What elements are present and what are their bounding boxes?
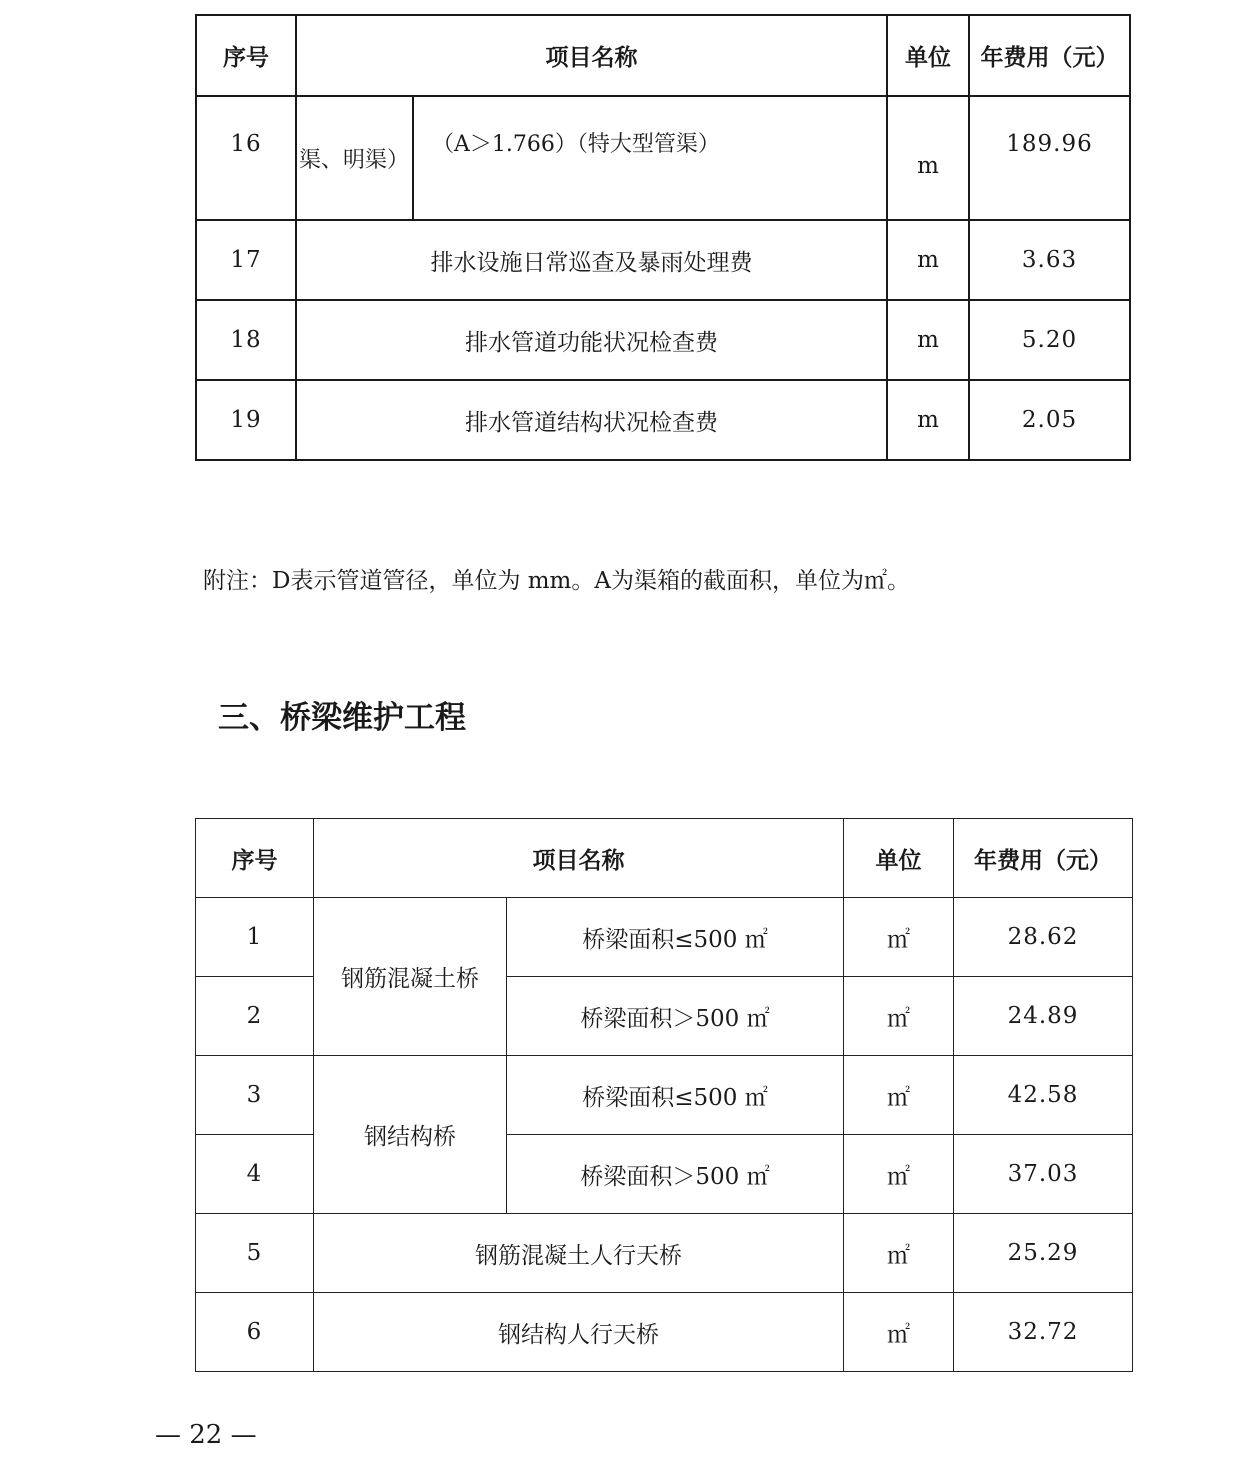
row-name: 排水设施日常巡查及暴雨处理费 xyxy=(296,220,887,300)
row-group: 钢结构桥 xyxy=(314,1056,507,1214)
drainage-fee-table xyxy=(195,14,1131,461)
row-name: 排水管道结构状况检查费 xyxy=(296,380,887,460)
row-unit: ㎡ xyxy=(844,1056,954,1135)
row-unit: ㎡ xyxy=(844,1135,954,1214)
section-title: 三、桥梁维护工程 xyxy=(218,700,466,736)
row-name: 钢筋混凝土人行天桥 xyxy=(314,1214,844,1293)
table-row xyxy=(196,380,1130,460)
table-row xyxy=(196,220,1130,300)
header-unit: 单位 xyxy=(844,819,954,898)
row-fee: 37.03 xyxy=(954,1135,1133,1214)
row-fee: 32.72 xyxy=(954,1293,1133,1372)
row-fee: 5.20 xyxy=(969,300,1130,380)
bridge-fee-table xyxy=(195,818,1133,1372)
row-no: 5 xyxy=(196,1214,314,1293)
table-row xyxy=(196,96,1130,220)
row-no: 6 xyxy=(196,1293,314,1372)
table-header-row xyxy=(196,819,1133,898)
table-row xyxy=(196,300,1130,380)
table-header-row xyxy=(196,15,1130,96)
header-unit: 单位 xyxy=(887,15,969,96)
row-unit: ㎡ xyxy=(844,1214,954,1293)
page-number: — 22 — xyxy=(155,1420,257,1450)
row-unit: ㎡ xyxy=(844,977,954,1056)
table-row xyxy=(196,1056,1133,1135)
row-fee: 25.29 xyxy=(954,1214,1133,1293)
row-fee: 2.05 xyxy=(969,380,1130,460)
table-row xyxy=(196,1293,1133,1372)
row-no: 18 xyxy=(196,300,296,380)
row-name: 桥梁面积＞500 ㎡ xyxy=(507,1135,844,1214)
row-fee: 3.63 xyxy=(969,220,1130,300)
row-name: 桥梁面积≤500 ㎡ xyxy=(507,898,844,977)
header-no: 序号 xyxy=(196,819,314,898)
row-unit: ㎡ xyxy=(844,1293,954,1372)
row-unit: m xyxy=(887,96,969,220)
row-unit: ㎡ xyxy=(844,898,954,977)
row-no: 1 xyxy=(196,898,314,977)
table-row xyxy=(196,1214,1133,1293)
row-no: 2 xyxy=(196,977,314,1056)
header-fee: 年费用（元） xyxy=(969,15,1130,96)
row-no: 3 xyxy=(196,1056,314,1135)
header-fee: 年费用（元） xyxy=(954,819,1133,898)
row-group: 渠、明渠） xyxy=(296,96,413,220)
footnote: 附注：D表示管道管径，单位为 mm。A为渠箱的截面积，单位为㎡。 xyxy=(203,568,910,594)
row-name: 桥梁面积≤500 ㎡ xyxy=(507,1056,844,1135)
row-no: 17 xyxy=(196,220,296,300)
row-fee: 24.89 xyxy=(954,977,1133,1056)
row-group: 钢筋混凝土桥 xyxy=(314,898,507,1056)
row-fee: 42.58 xyxy=(954,1056,1133,1135)
header-no: 序号 xyxy=(196,15,296,96)
row-no: 19 xyxy=(196,380,296,460)
row-fee: 189.96 xyxy=(969,96,1130,220)
header-name: 项目名称 xyxy=(296,15,887,96)
table-row xyxy=(196,898,1133,977)
row-unit: m xyxy=(887,220,969,300)
row-no: 4 xyxy=(196,1135,314,1214)
row-name: （A＞1.766）（特大型管渠） xyxy=(413,96,887,220)
row-fee: 28.62 xyxy=(954,898,1133,977)
row-name: 排水管道功能状况检查费 xyxy=(296,300,887,380)
row-unit: m xyxy=(887,380,969,460)
row-name: 桥梁面积＞500 ㎡ xyxy=(507,977,844,1056)
row-no: 16 xyxy=(196,96,296,220)
row-unit: m xyxy=(887,300,969,380)
row-name: 钢结构人行天桥 xyxy=(314,1293,844,1372)
header-name: 项目名称 xyxy=(314,819,844,898)
